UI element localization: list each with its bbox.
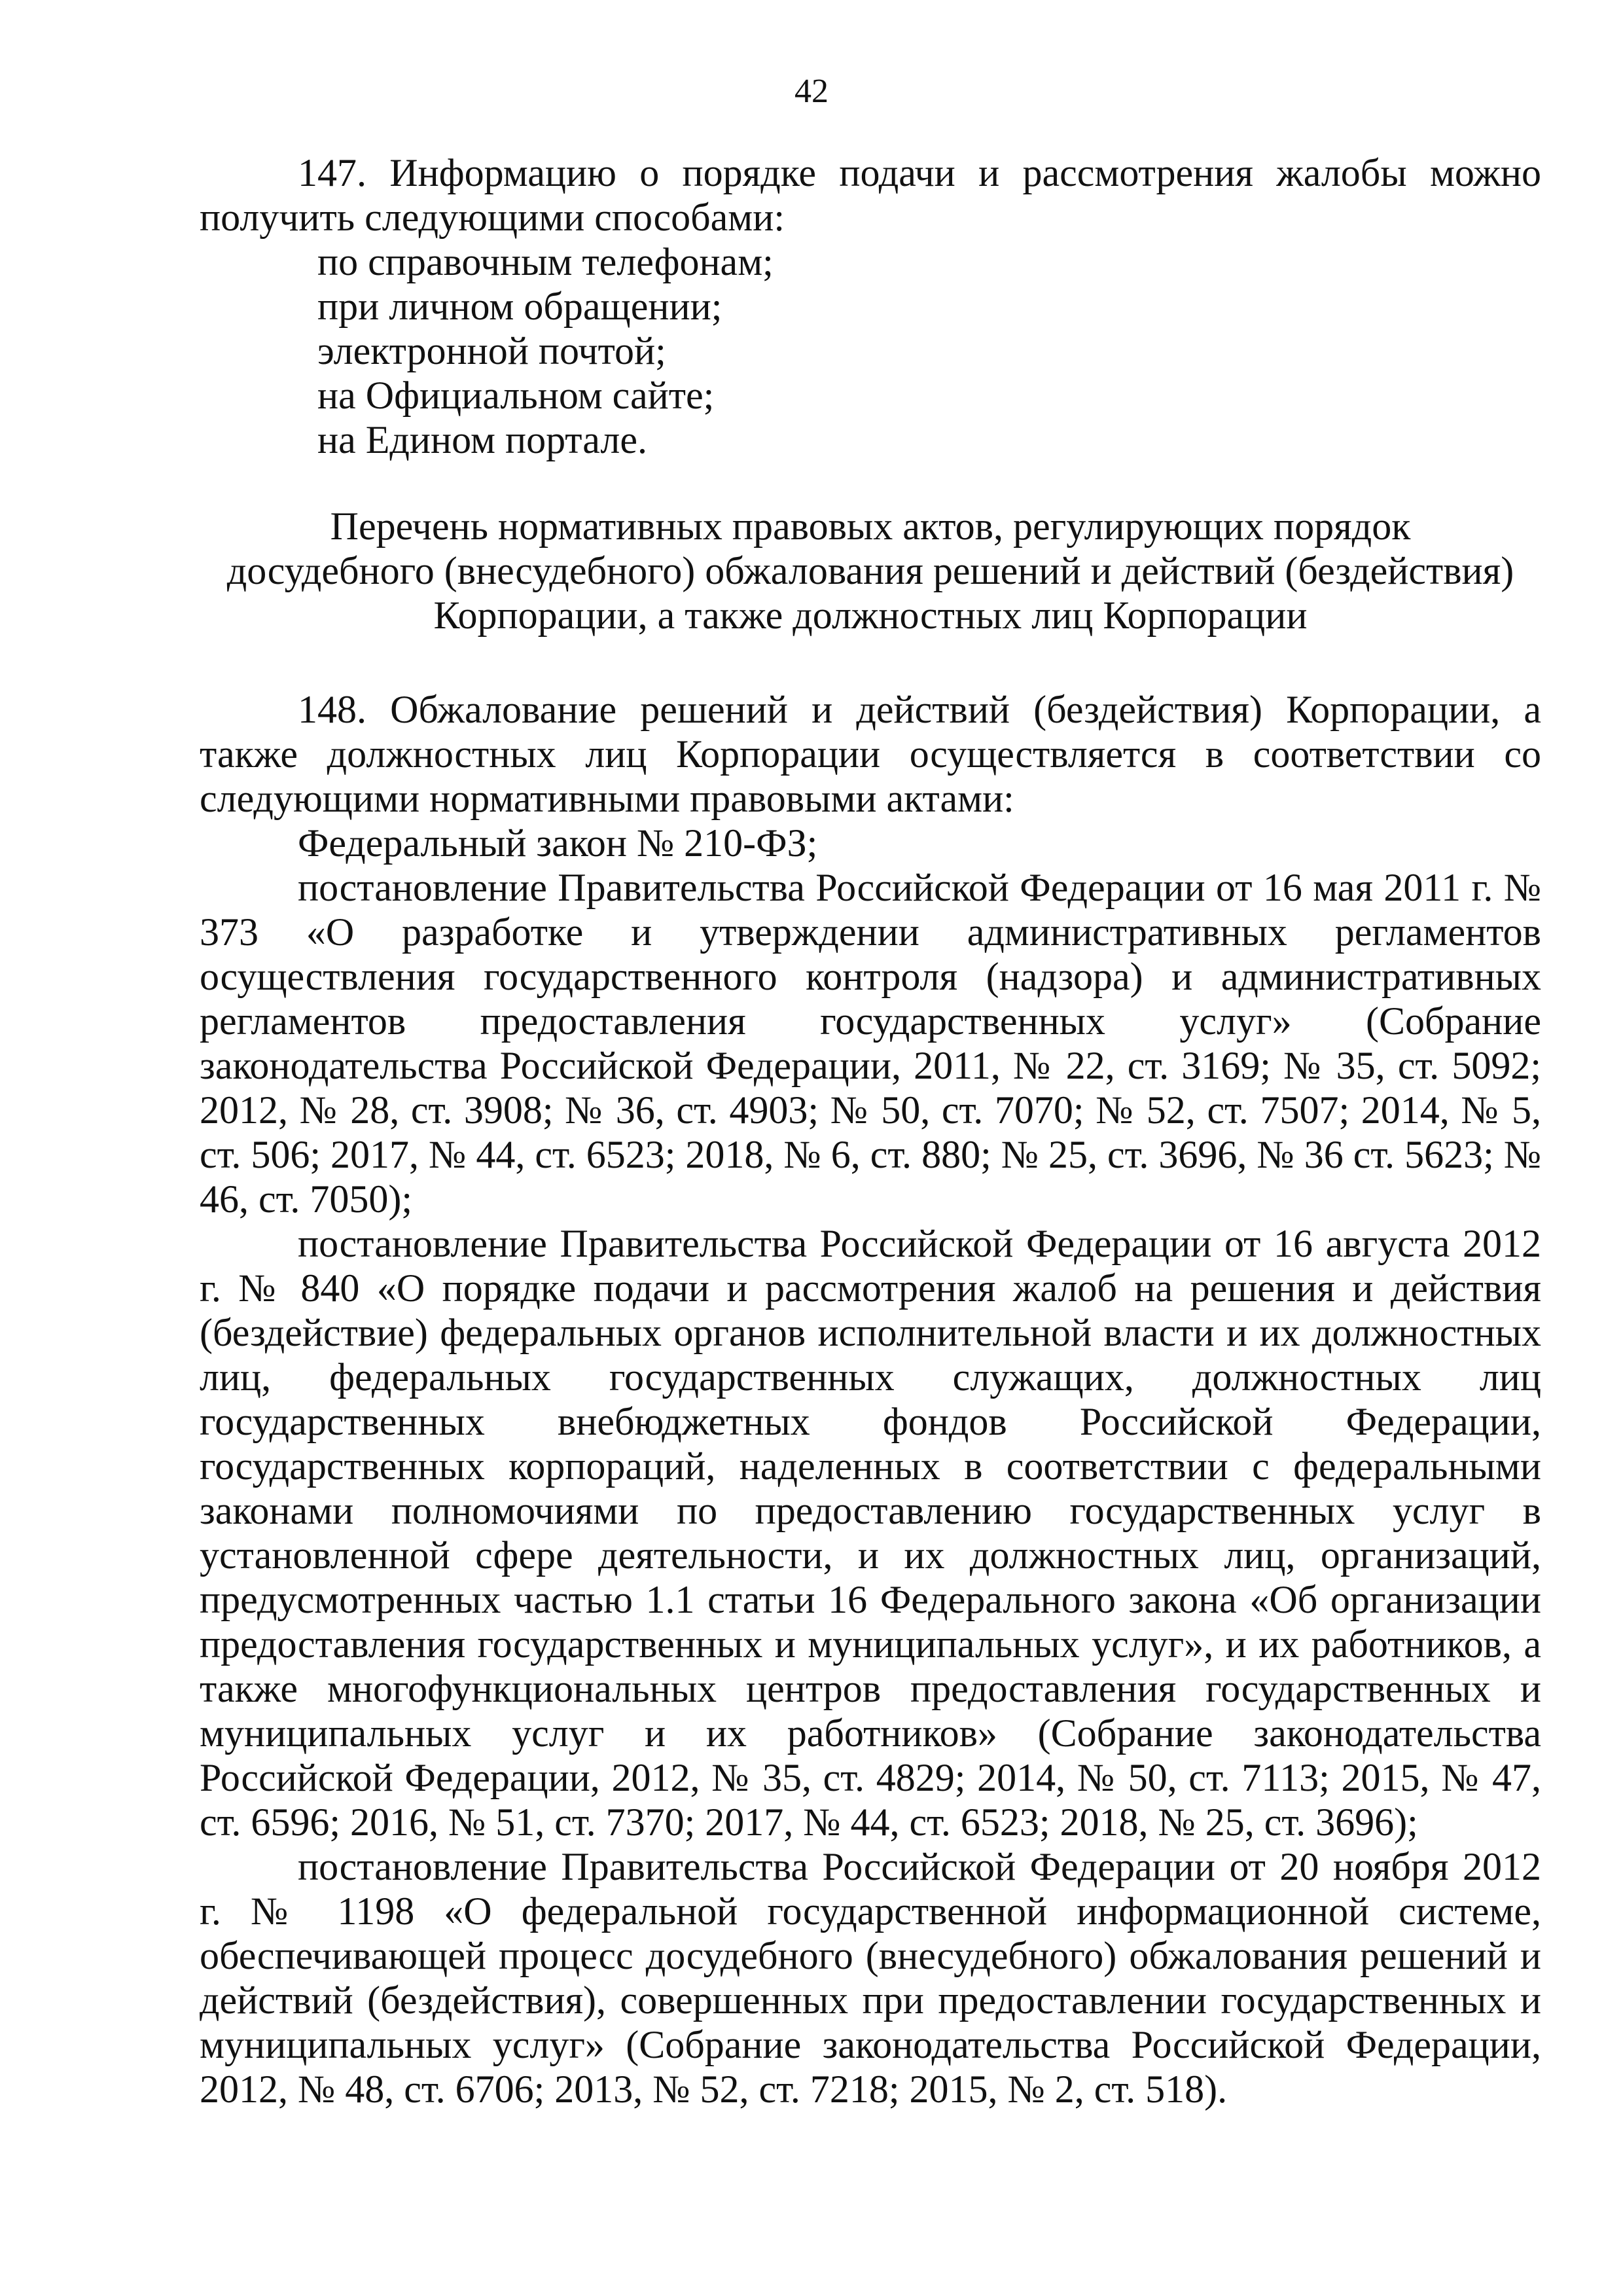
section-148-intro: 148. Обжалование решений и действий (бездействия) Корпорации, а также должностных лиц Корпорации осуществляется в соответствии со следующими нормативными правовыми актами: bbox=[200, 688, 1541, 820]
regulation-373: постановление Правительства Российской Федерации от 16 мая 2011 г. № 373 «О разработке и утверждении административных регламентов осуществления государственного контроля (надзора) и административных регламентов предоставления государственных услуг» (Собрание законодательства Российской Федерации, 2011, № 22, ст. 3169; № 35, ст. 5092; 2012, № 28, ст. 3908; № 36, ст. 4903; № 50, ст. 7070; № 52, ст. 7507; 2014, № 5, ст. 506; 2017, № 44, ст. 6523; 2018, № 6, ст. 880; № 25, ст. 3696, № 36 ст. 5623; № 46, ст. 7050); bbox=[200, 866, 1541, 1221]
section-heading bbox=[200, 504, 1541, 637]
heading-line: Корпорации, а также должностных лиц Корпорации bbox=[433, 594, 1308, 637]
list-item: на Едином портале. bbox=[317, 418, 647, 461]
section-148 bbox=[200, 687, 1541, 2111]
section-147 bbox=[200, 151, 1541, 462]
page-number: 42 bbox=[794, 73, 829, 110]
regulation-1198: постановление Правительства Российской Федерации от 20 ноября 2012 г. № 1198 «О федеральной государственной информационной системе, обеспечивающей процесс досудебного (внесудебного) обжалования решений и действий (бездействия), совершенных при предоставлении государственных и муниципальных услуг» (Собрание законодательства Российской Федерации, 2012, № 48, ст. 6706; 2013, № 52, ст. 7218; 2015, № 2, ст. 518). bbox=[200, 1845, 1541, 2111]
list-item: при личном обращении; bbox=[317, 285, 722, 328]
section-147-intro: 147. Информацию о порядке подачи и рассмотрения жалобы можно получить следующими способами: bbox=[200, 151, 1541, 239]
law-210-fz: Федеральный закон № 210-ФЗ; bbox=[298, 821, 818, 865]
list-item: на Официальном сайте; bbox=[317, 374, 715, 417]
list-item: электронной почтой; bbox=[317, 329, 666, 372]
list-item: по справочным телефонам; bbox=[317, 240, 774, 283]
heading-line: Перечень нормативных правовых актов, регулирующих порядок bbox=[330, 505, 1411, 548]
heading-line: досудебного (внесудебного) обжалования решений и действий (бездействия) bbox=[226, 549, 1514, 592]
regulation-840: постановление Правительства Российской Федерации от 16 августа 2012 г. № 840 «О порядке подачи и рассмотрения жалоб на решения и действия (бездействие) федеральных органов исполнительной власти и их должностных лиц, федеральных государственных служащих, должностных лиц государственных внебюджетных фондов Российской Федерации, государственных корпораций, наделенных в соответствии с федеральными законами полномочиями по предоставлению государственных услуг в установленной сфере деятельности, и их должностных лиц, организаций, предусмотренных частью 1.1 статьи 16 Федерального закона «Об организации предоставления государственных и муниципальных услуг», и их работников, а также многофункциональных центров предоставления государственных и муниципальных услуг и их работников» (Собрание законодательства Российской Федерации, 2012, № 35, ст. 4829; 2014, № 50, ст. 7113; 2015, № 47, ст. 6596; 2016, № 51, ст. 7370; 2017, № 44, ст. 6523; 2018, № 25, ст. 3696); bbox=[200, 1222, 1541, 1844]
